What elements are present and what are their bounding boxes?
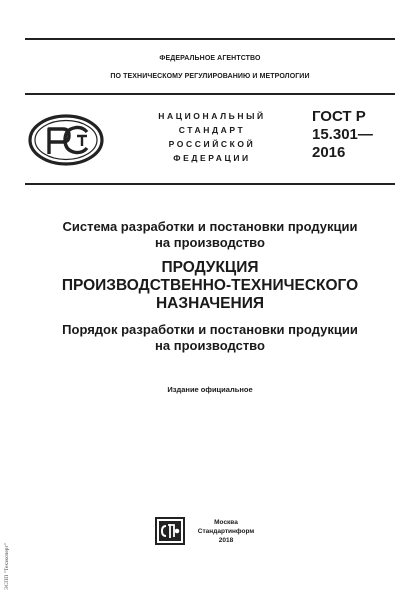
- rst-certification-mark-icon: [27, 112, 105, 168]
- document-subtitle-line-1: Система разработки и постановки продукции: [62, 219, 358, 234]
- standartinform-logo-icon: [154, 516, 186, 546]
- header-rule: [25, 93, 395, 95]
- publisher-city: Москва: [214, 519, 238, 526]
- gost-designation-line-1: ГОСТ Р: [312, 108, 366, 125]
- publisher-name: Стандартинформ: [197, 528, 255, 535]
- document-title2-line-2: на производство: [155, 338, 265, 353]
- standard-type-line-2: СТАНДАРТ: [178, 125, 246, 135]
- edition-label: Издание официальное: [167, 385, 253, 394]
- standard-type-line-3: РОССИЙСКОЙ: [168, 139, 256, 149]
- document-title-line-2: ПРОИЗВОДСТВЕННО-ТЕХНИЧЕСКОГО: [61, 277, 359, 294]
- publisher-year: 2018: [218, 537, 234, 544]
- side-note: ЭСПП "Техэксперт": [4, 542, 10, 590]
- document-title-line-3: НАЗНАЧЕНИЯ: [155, 295, 264, 312]
- gost-designation-line-3: 2016: [312, 144, 346, 161]
- gost-designation-line-2: 15.301—: [312, 126, 373, 143]
- standard-type-line-1: НАЦИОНАЛЬНЫЙ: [158, 111, 266, 121]
- document-title2-line-1: Порядок разработки и постановки продукции: [62, 322, 358, 337]
- top-rule: [25, 38, 395, 40]
- agency-line-2: ПО ТЕХНИЧЕСКОМУ РЕГУЛИРОВАНИЮ И МЕТРОЛОГИИ: [110, 73, 310, 80]
- document-subtitle-line-2: на производство: [155, 235, 265, 250]
- bottom-header-rule: [25, 183, 395, 185]
- document-title-line-1: ПРОДУКЦИЯ: [161, 259, 259, 276]
- standard-type-line-4: ФЕДЕРАЦИИ: [173, 153, 251, 163]
- agency-line-1: ФЕДЕРАЛЬНОЕ АГЕНТСТВО: [159, 55, 261, 62]
